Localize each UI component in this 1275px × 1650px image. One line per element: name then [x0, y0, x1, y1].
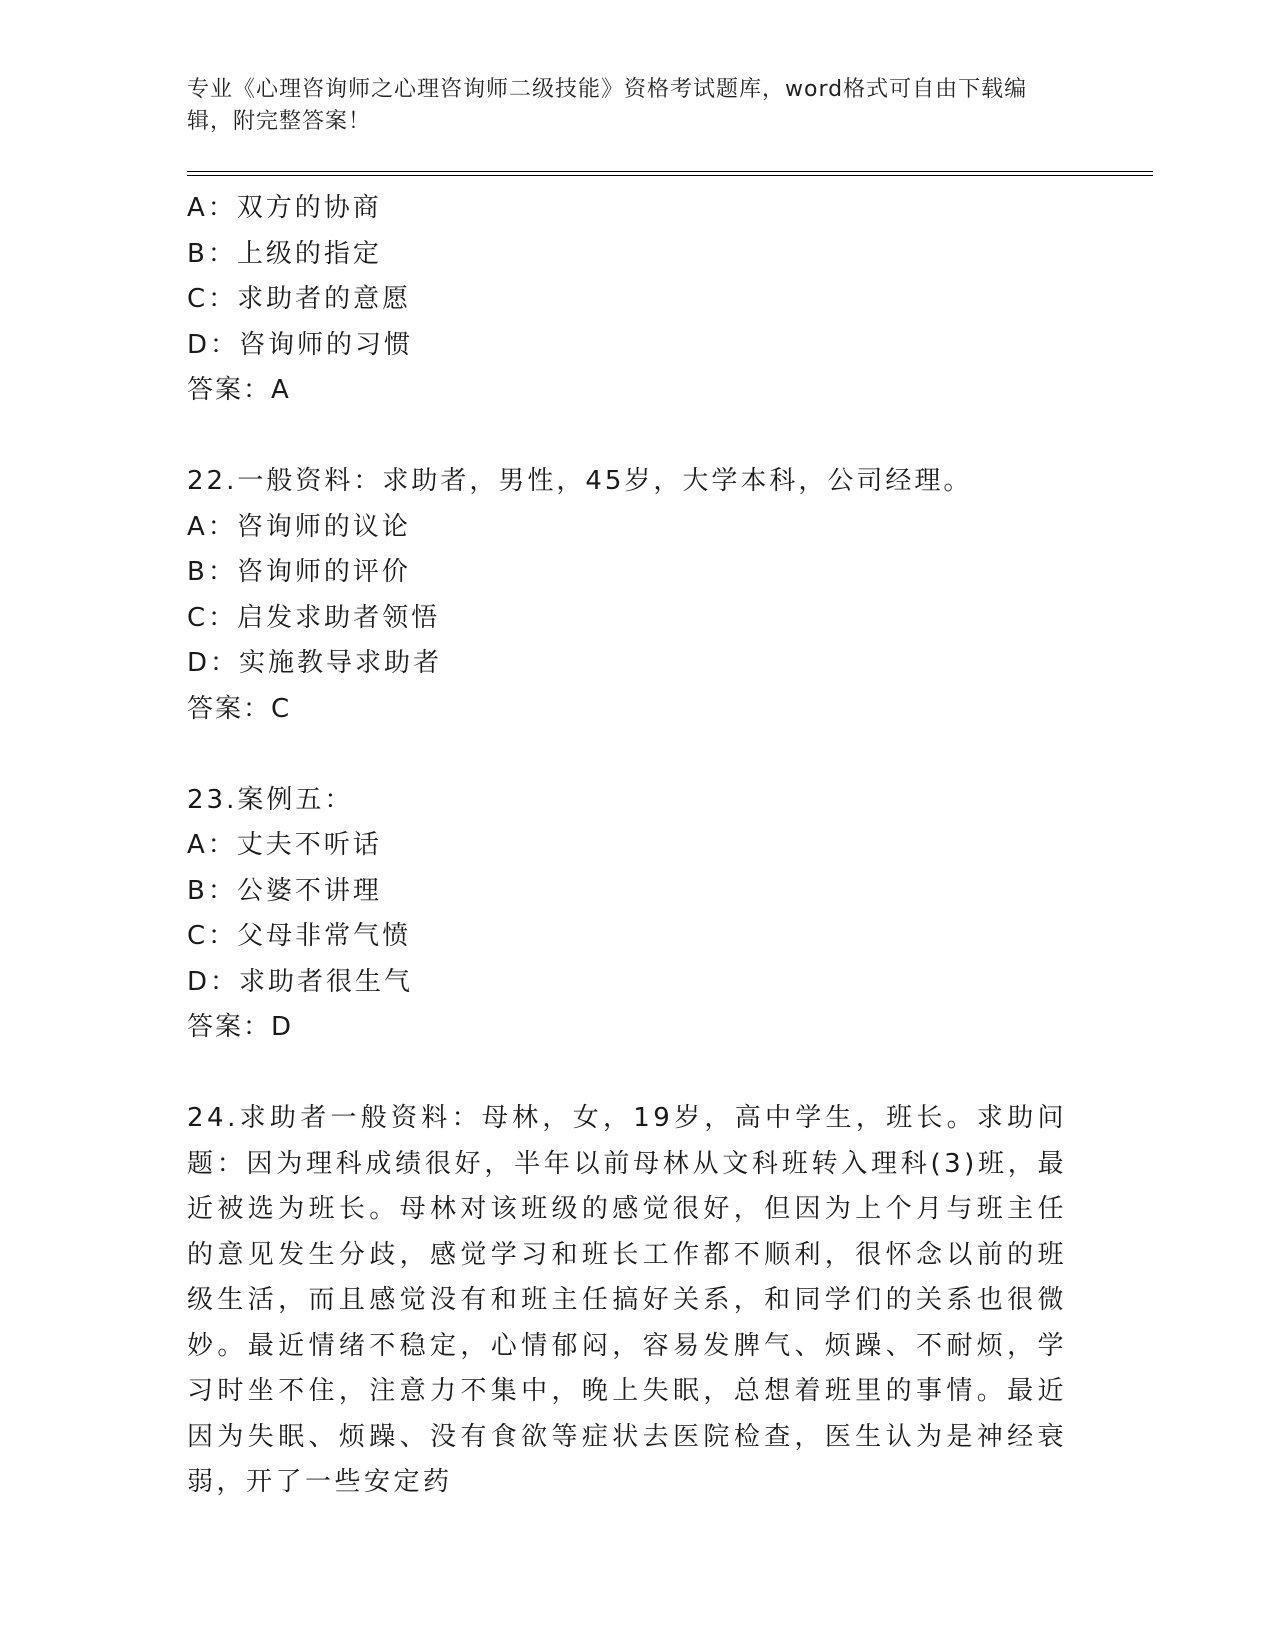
question-block-23 [187, 778, 1087, 1051]
option-a: A：丈夫不听话 [187, 830, 382, 860]
answer-line: 答案：D [187, 1012, 294, 1042]
document-header: 专业《心理咨询师之心理咨询师二级技能》资格考试题库，word格式可自由下载编辑，附完整答案！ [187, 77, 1028, 134]
header-divider [187, 171, 1153, 172]
question-list [187, 186, 1087, 1506]
option-c: C：父母非常气愤 [187, 921, 412, 951]
option-d: D：求助者很生气 [187, 966, 414, 997]
option-b: B：公婆不讲理 [187, 875, 382, 906]
option-d: D：咨询师的习惯 [187, 329, 414, 360]
option-a: A：咨询师的议论 [187, 511, 411, 542]
question-block-21 [187, 186, 1087, 414]
answer-line: 答案：A [187, 375, 291, 405]
option-a: A：双方的协商 [187, 193, 382, 223]
option-d: D：实施教导求助者 [187, 648, 443, 678]
question-stem-paragraph: 24.求助者一般资料：母林，女，19岁，高中学生，班长。求助问题：因为理科成绩很好，半年以前母林从文科班转入理科(3)班，最近被选为班长。母林对该班级的感觉很好，但因为上个月与班主任的意见发生分歧，感觉学习和班长工作都不顺利，很怀念以前的班级生活，而且感觉没有和班主任搞好关系，和同学们的关系也很微妙。最近情绪不稳定，心情郁闷，容易发脾气、烦躁、不耐烦，学习时坐不住，注意力不集中，晚上失眠，总想着班里的事情。最近因为失眠、烦躁、没有食欲等症状去医院检查，医生认为是神经衰弱，开了一些安定药 [187, 1103, 1067, 1497]
question-block-24 [187, 1096, 1087, 1506]
option-c: C：求助者的意愿 [187, 284, 412, 314]
answer-line: 答案：C [187, 693, 292, 724]
option-b: B：上级的指定 [187, 238, 382, 269]
option-c: C：启发求助者领悟 [187, 602, 441, 633]
question-stem: 22.一般资料：求助者，男性，45岁，大学本科，公司经理。 [187, 466, 973, 496]
option-b: B：咨询师的评价 [187, 557, 411, 587]
header-divider-second [187, 175, 1153, 176]
question-stem: 23.案例五： [187, 784, 354, 815]
question-block-22 [187, 459, 1087, 732]
